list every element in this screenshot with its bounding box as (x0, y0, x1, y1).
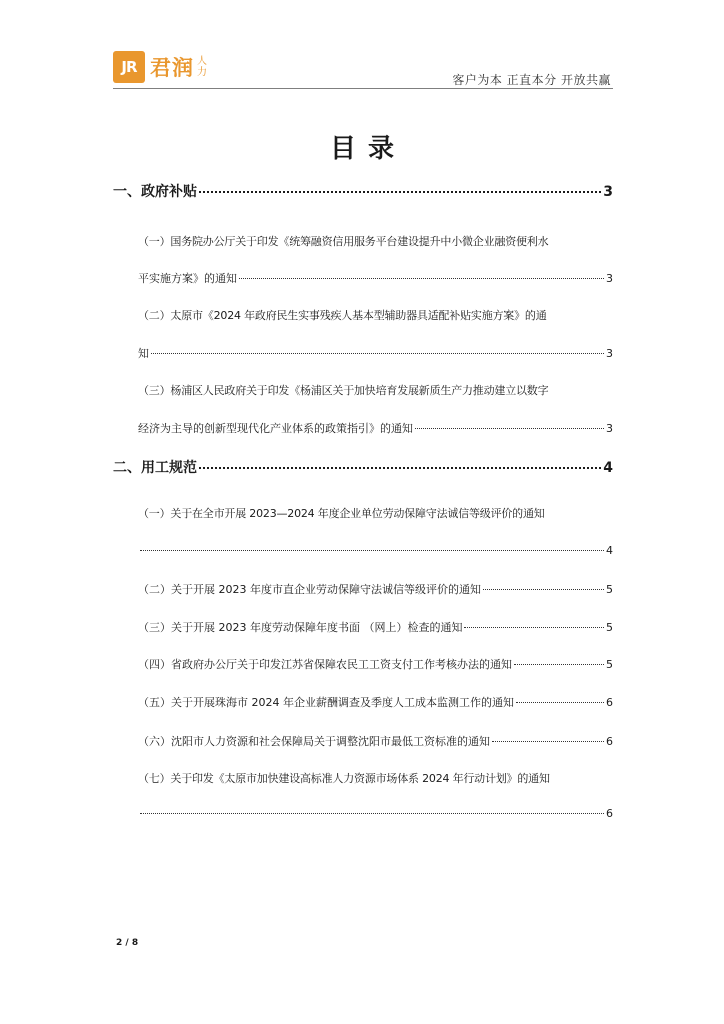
toc-entry-line[interactable]: （三）杨浦区人民政府关于印发《杨浦区关于加快培育发展新质生产力推动建立以数字 (138, 384, 549, 397)
dot-leader (199, 467, 601, 469)
logo-subtitle: 人力 (197, 56, 207, 78)
toc-entry-text: 知 (138, 347, 149, 360)
toc-entry[interactable] (138, 807, 613, 820)
dot-leader (140, 813, 604, 814)
toc-page-number: 6 (606, 807, 613, 820)
toc-entry[interactable] (138, 420, 613, 436)
logo-name: 君润 (150, 56, 194, 80)
toc-entry[interactable] (138, 694, 613, 710)
toc-page-number: 3 (606, 347, 613, 360)
dot-leader (151, 353, 604, 354)
toc-page-number: 3 (603, 184, 613, 200)
toc-page-number: 3 (606, 272, 613, 285)
toc-entry-line[interactable]: （二）太原市《2024 年政府民生实事残疾人基本型辅助器具适配补贴实施方案》的通 (138, 309, 547, 322)
toc-entry-text: 经济为主导的创新型现代化产业体系的政策指引》的通知 (138, 422, 413, 435)
page-indicator: 2 / 8 (116, 938, 139, 948)
header-divider (113, 88, 613, 89)
toc-page-number: 5 (606, 621, 613, 634)
toc-page-number: 4 (606, 544, 613, 557)
dot-leader (514, 664, 604, 665)
toc-page-number: 4 (603, 460, 613, 476)
toc-entry-text: （二）关于开展 2023 年度市直企业劳动保障守法诚信等级评价的通知 (138, 583, 481, 596)
logo-mark-icon: JR (113, 51, 145, 83)
toc-section-label: 二、用工规范 (113, 460, 197, 476)
toc-page-number: 5 (606, 658, 613, 671)
dot-leader (140, 550, 604, 551)
toc-page-number: 3 (606, 422, 613, 435)
toc-entry[interactable] (138, 619, 613, 635)
company-logo (113, 51, 207, 83)
toc-entry-text: （六）沈阳市人力资源和社会保障局关于调整沈阳市最低工资标准的通知 (138, 735, 490, 748)
toc-entry-text: （五）关于开展珠海市 2024 年企业薪酬调查及季度人工成本监测工作的通知 (138, 696, 514, 709)
dot-leader (239, 278, 604, 279)
toc-entry-line[interactable]: （七）关于印发《太原市加快建设高标准人力资源市场体系 2024 年行动计划》的通知 (138, 772, 550, 785)
toc-page-number: 6 (606, 735, 613, 748)
dot-leader (483, 589, 604, 590)
toc-entry-line[interactable]: （一）关于在全市开展 2023—2024 年度企业单位劳动保障守法诚信等级评价的通知 (138, 507, 545, 520)
toc-page-number: 5 (606, 583, 613, 596)
dot-leader (516, 702, 604, 703)
toc-entry-text: 平实施方案》的通知 (138, 272, 237, 285)
toc-entry[interactable] (138, 345, 613, 361)
toc-entry[interactable] (138, 656, 613, 672)
dot-leader (464, 627, 604, 628)
page-header (113, 46, 613, 88)
dot-leader (199, 191, 601, 193)
toc-entry[interactable] (138, 733, 613, 749)
toc-entry[interactable] (138, 544, 613, 557)
dot-leader (492, 741, 604, 742)
toc-section-employment-standards[interactable] (113, 457, 613, 477)
toc-entry-text: （三）关于开展 2023 年度劳动保障年度书面 （网上）检查的通知 (138, 621, 463, 634)
toc-title: 目录 (329, 134, 406, 164)
toc-entry-text: （四）省政府办公厅关于印发江苏省保障农民工工资支付工作考核办法的通知 (138, 658, 512, 671)
toc-entry-line[interactable]: （一）国务院办公厅关于印发《统筹融资信用服务平台建设提升中小微企业融资便利水 (138, 235, 549, 248)
toc-page-number: 6 (606, 696, 613, 709)
header-slogan: 客户为本 正直本分 开放共赢 (452, 73, 611, 87)
dot-leader (415, 428, 604, 429)
toc-entry[interactable] (138, 270, 613, 286)
toc-section-label: 一、政府补贴 (113, 184, 197, 200)
toc-section-government-subsidy[interactable] (113, 181, 613, 201)
toc-entry[interactable] (138, 581, 613, 597)
